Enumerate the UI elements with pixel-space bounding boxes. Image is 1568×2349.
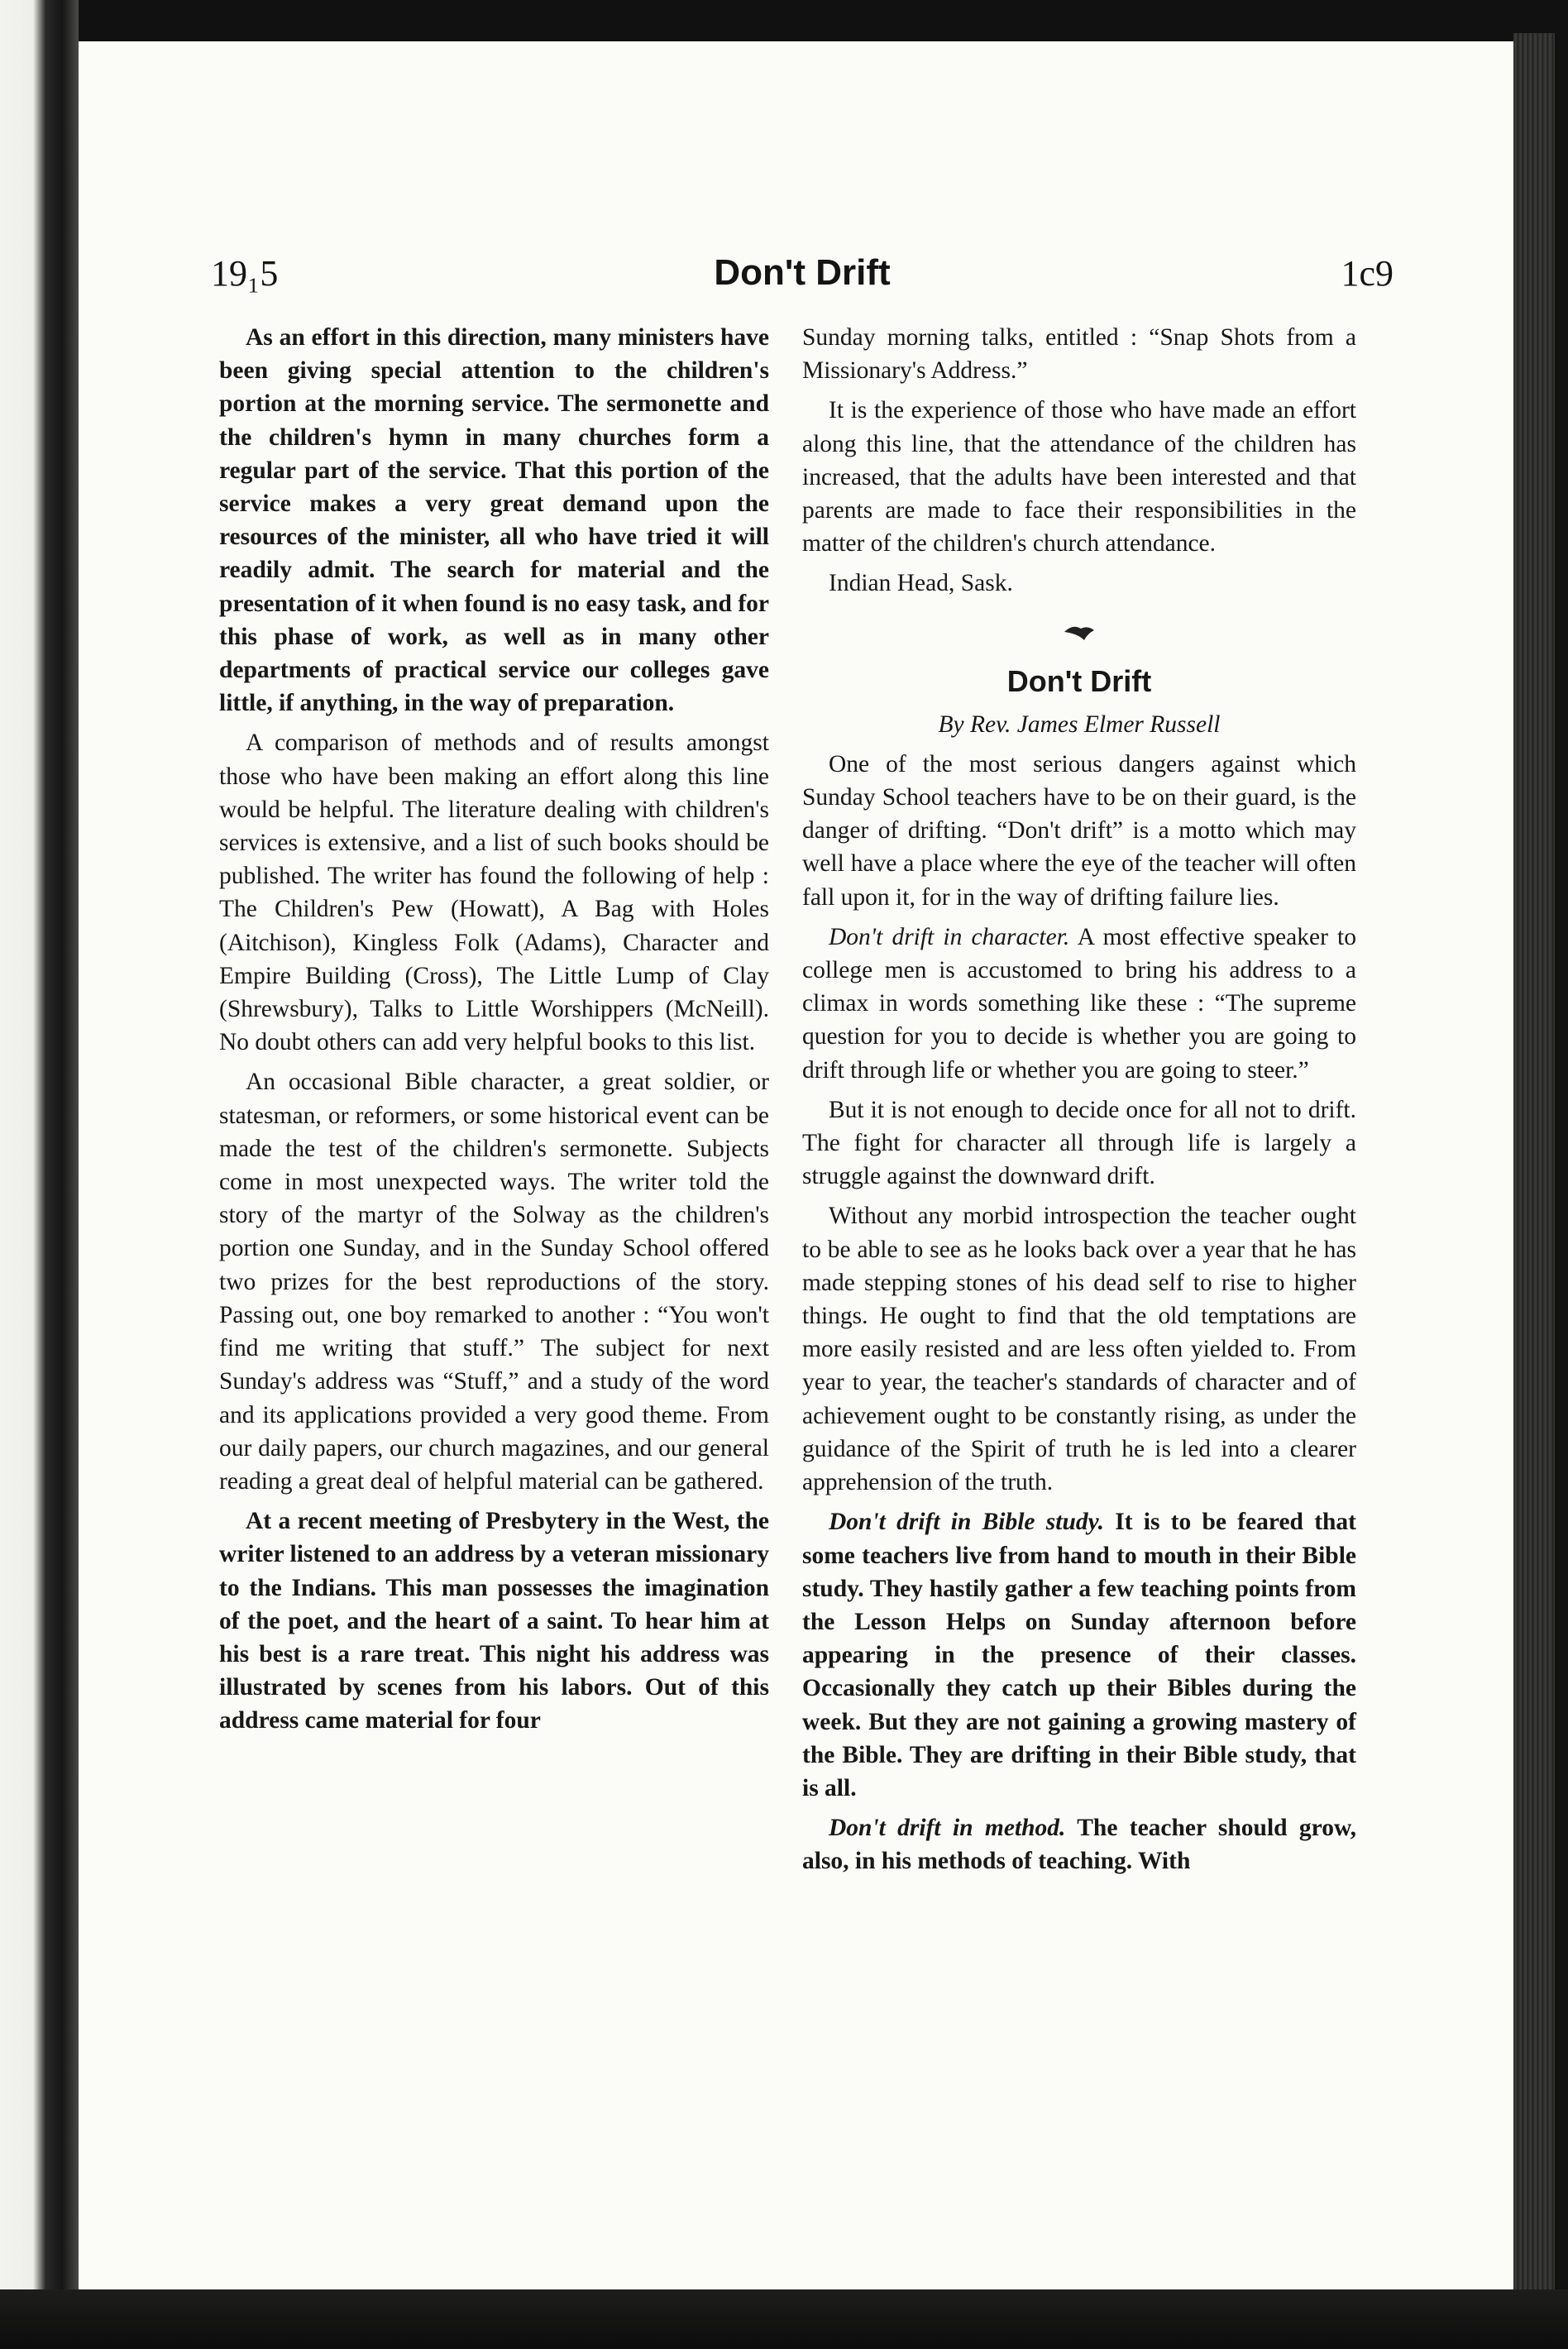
section-lead: Don't drift in Bible study. xyxy=(829,1509,1104,1536)
book-edge-right xyxy=(1513,33,1555,2299)
paragraph-text: A most effective speaker to college men is accustomed to bring his address to a climax in words something like these : “The supreme question for you to decide is whether you are going to drift through life or whether you are going to steer.” xyxy=(802,923,1356,1084)
paragraph xyxy=(802,1811,1356,1878)
scan-bottom-border xyxy=(0,2289,1568,2349)
header-year: 19₁5 xyxy=(211,253,279,294)
paragraph: But it is not enough to decide once for all not to drift. The fight for character all through life is largely a struggle against the downward drift. xyxy=(802,1096,1356,1190)
section-lead: Don't drift in character. xyxy=(829,923,1070,950)
article-title: Don't Drift xyxy=(1006,663,1152,698)
paragraph: As an effort in this direction, many ministers have been giving special attention to the children's portion at the morning service. The sermonette and the children's hymn in many churches form a regular part of the service. That this portion of the service makes a very great demand upon the resources of the minister, all who have tried it will readily admit. The search for material and the presentation of it when found is no easy task, and for this phase of work, as well as in many other departments of practical service our colleges gave little, if anything, in the way of preparation. xyxy=(219,324,769,717)
paragraph: One of the most serious dangers against which Sunday School teachers have to be on their guard, is the danger of drifting. “Don't drift” is a motto which may well have a place where the eye of the teacher will often fall upon it, for in the way of drifting failure lies. xyxy=(802,750,1356,911)
left-column xyxy=(219,321,769,2091)
paragraph-text: The teacher should grow, also, in his methods of teaching. With xyxy=(802,1815,1356,1875)
page-number: 1c9 xyxy=(1341,253,1394,294)
paragraph: It is the experience of those who have made an effort along this line, that the attendance of the children has increased, that the adults have been interested and that parents are made to face their responsibilities in the matter of the children's church attendance. xyxy=(802,397,1356,557)
paragraph xyxy=(802,921,1356,1087)
header-title: Don't Drift xyxy=(714,252,891,293)
section-lead: Don't drift in method. xyxy=(829,1815,1066,1842)
paragraph: Without any morbid introspection the teacher ought to be able to see as he looks back over a year that he has made stepping stones of his dead self to rise to higher things. He ought to find that the old temptations are more easily resisted and are less often yielded to. From year to year, the teacher's standards of character and of achievement ought to be constantly rising, as under the guidance of the Spirit of truth he is led into a clearer apprehension of the truth. xyxy=(802,1203,1356,1496)
dateline: Indian Head, Sask. xyxy=(829,570,1013,597)
paragraph xyxy=(802,1505,1356,1805)
right-column xyxy=(802,321,1356,2091)
paragraph: A comparison of methods and of results amongst those who have been making an effort along this line would be helpful. The literature dealing with children's services is extensive, and a list of such books should be published. The writer has found the following of help : The Children's Pew (Howatt), A Bag with Holes (Aitchison), Kingless Folk (Adams), Character and Empire Building (Cross), The Little Lump of Clay (Shrewsbury), Talks to Little Worshippers (McNeill). No doubt others can add very helpful books to this list. xyxy=(219,730,769,1056)
paragraph: Sunday morning talks, entitled : “Snap Shots from a Missionary's Address.” xyxy=(802,324,1356,385)
ornament-icon xyxy=(1063,622,1096,642)
byline: By Rev. James Elmer Russell xyxy=(938,710,1221,738)
running-header xyxy=(211,252,1394,302)
book-gutter-left xyxy=(0,0,79,2349)
paragraph: An occasional Bible character, a great soldier, or statesman, or reformers, or some historical event can be made the test of the children's sermonette. Subjects come in most unexpected ways. The writer told the story of the martyr of the Solway as the children's portion one Sunday, and in the Sunday School offered two prizes for the best reproductions of the story. Passing out, one boy remarked to another : “You won't find me writing that stuff.” The subject for next Sunday's address was “Stuff,” and a study of the word and its applications provided a very good theme. From our daily papers, our church magazines, and our general reading a great deal of helpful material can be gathered. xyxy=(219,1069,769,1495)
paragraph: At a recent meeting of Presbytery in the West, the writer listened to an address by a veteran missionary to the Indians. This man possesses the imagination of the poet, and the heart of a saint. To hear him at his best is a rare treat. This night his address was illustrated by scenes from his labors. Out of this address came material for four xyxy=(219,1508,769,1734)
paragraph-text: It is to be feared that some teachers live from hand to mouth in their Bible study. They hastily gather a few teaching points from the Lesson Helps on Sunday afternoon before appearing in the presence of their classes. Occasionally they catch up their Bibles during the week. But they are not gaining a growing mastery of the Bible. They are drifting in their Bible study, that is all. xyxy=(802,1509,1356,1801)
